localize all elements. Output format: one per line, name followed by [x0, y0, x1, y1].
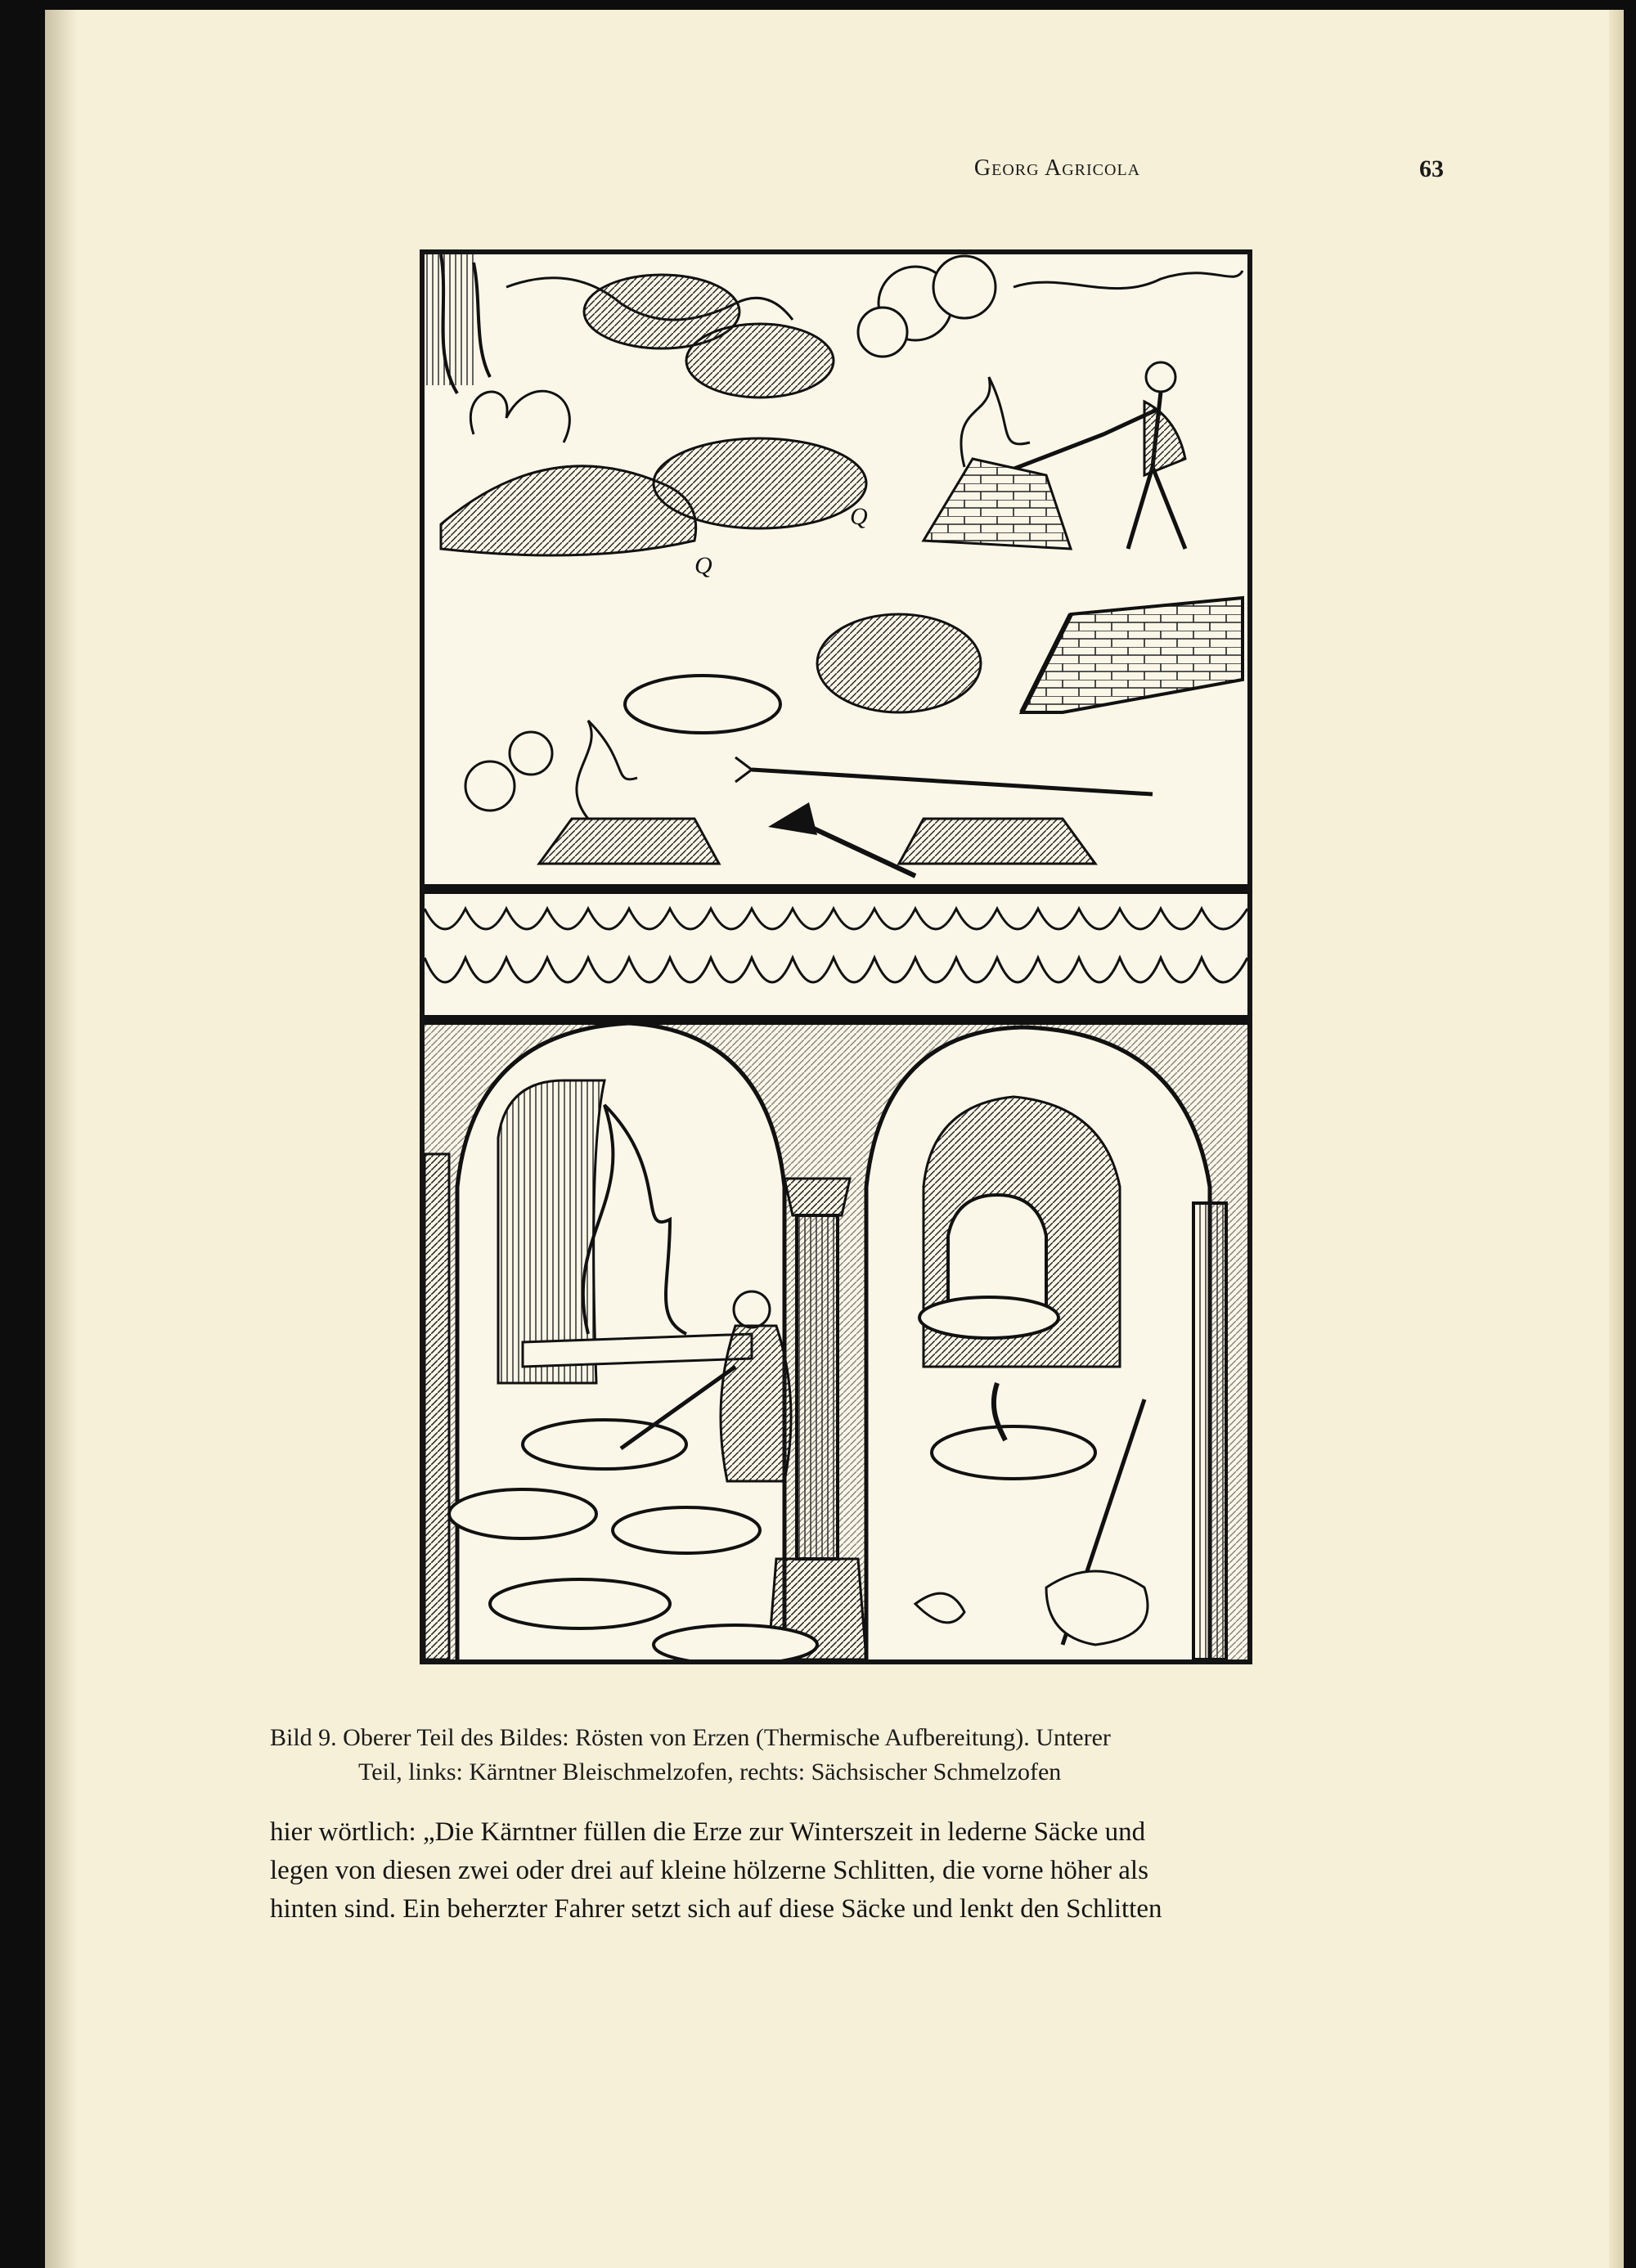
gutter-shadow: [45, 10, 78, 2268]
tiled-roof: [425, 884, 1247, 1025]
smoke-cloud: [858, 256, 1243, 357]
roasting-mound-left: [465, 721, 719, 864]
brick-stall: [1022, 598, 1243, 712]
roasting-scene: [425, 254, 1243, 876]
woodcut-illustration: [420, 249, 1252, 1664]
body-line: legen von diesen zwei oder drei auf kleine hölzerne Schlitten, die vorne höher als: [270, 1856, 1148, 1885]
body-line: hier wörtlich: „Die Kärntner füllen die Erze zur Winterszeit in lederne Säcke und: [270, 1817, 1146, 1847]
ore-pile-center: [817, 614, 981, 712]
page-edge: [1609, 10, 1624, 2268]
roasting-kiln-right: [924, 377, 1071, 549]
page-header: [671, 155, 1444, 188]
figure-marker-q: Q: [850, 503, 868, 530]
page-number: 63: [1419, 155, 1444, 182]
running-title: Georg Agricola: [973, 155, 1141, 181]
figure-caption: [270, 1721, 1440, 1790]
ore-heap: [584, 275, 834, 397]
book-page: [45, 10, 1624, 2268]
caption-line: Bild 9. Oberer Teil des Bildes: Rösten von Erzen (Thermische Aufbereitung). Unterer: [270, 1724, 1111, 1751]
roasting-mound-right: [899, 819, 1095, 864]
roasting-pit: [625, 676, 780, 733]
woodcut-drawing: [425, 254, 1247, 1659]
left-column: [425, 1154, 449, 1659]
body-text: [270, 1813, 1440, 1929]
smelting-hall: [425, 1023, 1247, 1659]
caption-line: Teil, links: Kärntner Bleischmelzofen, rechts: Sächsischer Schmelzofen: [358, 1758, 1062, 1785]
figure-marker-q: Q: [694, 552, 712, 579]
roasting-heap-left: [441, 391, 866, 555]
body-line: hinten sind. Ein beherzter Fahrer setzt sich auf diese Säcke und lenkt den Schlitten: [270, 1894, 1162, 1924]
